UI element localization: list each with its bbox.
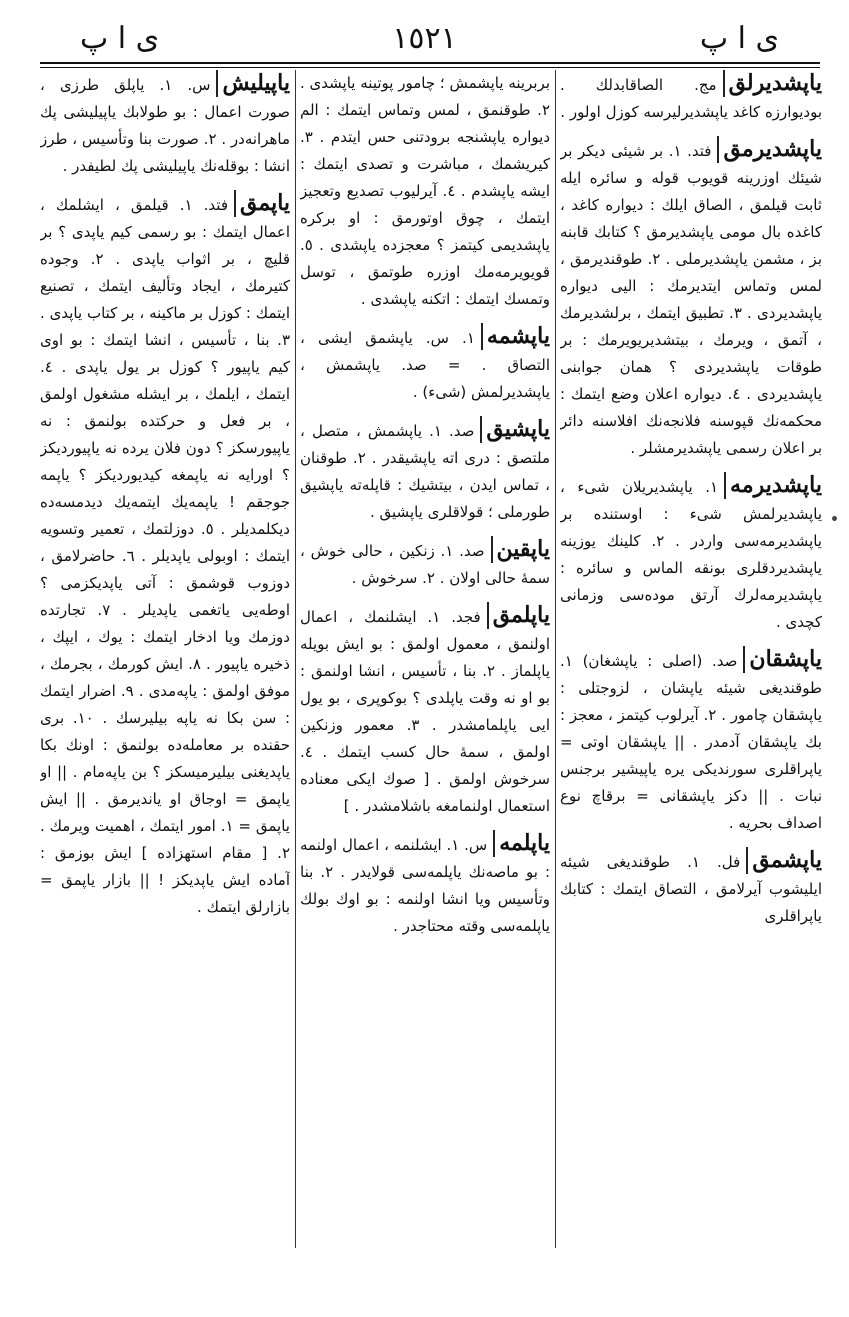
entry-definition: ١. یاپشدیریلان شیء ، یاپشدیرلمش شیء : اوستنده بر یاپشدیرمه‌سی واردر . ٢. کلینك یوزینه یاپشدیردقلری بونقه الماس و سائره : یاپشدیرمه‌لرك آرتق موده‌سی وزمانی کچدی . xyxy=(560,478,822,631)
entry-headword: یاپشقان xyxy=(743,646,822,673)
margin-mark xyxy=(832,516,837,521)
entry-definition: مج. الصاقابدلك . بودیوارزه کاغد یاپشدیرلیرسه کوزل اولور . xyxy=(560,76,822,121)
dictionary-entry xyxy=(560,136,822,462)
entry-definition: صد. ١. زنکین ، حالی خوش ، سمهٔ حالی اولان . ٢. سرخوش . xyxy=(300,542,550,587)
dictionary-entry xyxy=(560,472,822,636)
dictionary-entry xyxy=(560,70,822,126)
column-left xyxy=(40,70,290,1248)
dictionary-entry xyxy=(300,416,550,526)
page-number: ١٥٢١ xyxy=(392,21,457,56)
entry-headword: یاپشدیرمق xyxy=(717,136,822,163)
entry-definition: س. ١. ایشلنمه ، اعمال اولنمه : بو ماصه‌نك یاپلمه‌سی قولایدر . ٢. بنا وتأسیس ویا انشا اولنمه : بو اوك بولك یاپلمه‌سی وقته محتاجدر . xyxy=(300,836,550,935)
entry-headword: یاپشدیرمه xyxy=(724,472,822,499)
entry-definition: فجد. ١. ایشلنمك ، اعمال اولنمق ، معمول اولمق : بو ایش بویله یاپلماز . ٢. بنا ، تأسیس ، انشا اولنمق : بو او نه وقت یاپلدی ؟ بوکوپری ، بو یول ایی یاپلمامشدر . ٣. معمور وزنکین اولمق ، سمهٔ حال کسب ایتمك . ٤. سرخوش اولمق . [ صوك ایکی معناده استعمال اولنمامغه باشلامشدر . ] xyxy=(300,608,550,815)
dictionary-entry xyxy=(300,602,550,820)
entry-headword: یاپشیق xyxy=(480,416,550,443)
entry-definition: فتد. ١. قیلمق ، ایشلمك ، اعمال ایتمك : بو رسمی کیم یاپدی ؟ بر قلیچ ، بر اثواب یاپدی . ٢. وجوده کتیرمك ، ایجاد وتألیف ایتمك ، تصنیع ایتمك : کوزل بر ماکینه ، بر کتاب یاپدی . ٣. بنا ، تأسیس ، انشا ایتمك : بو اوی کیم یاپیور ؟ کوزل بر یول یاپدی . ٤. ایتمك ، ایلمك ، بر ایشله مشغول اولمق ، بر فعل و حرکتده بولنمق : نه یاپیورسکز ؟ دون فلان یرده نه یاپیوردیکز ؟ اورایه نه یاپمغه کیدیوردیکز ؟ یاپمه جوجقم ! یاپمه‌یك ایتمه‌یك دیدمسه‌ده دیکلمدیلر . ٥. دوزلتمك ، تعمیر وتسویه ایتمك : اوبولی یاپدیلر . ٦. حاضرلامق ، دوزوب قوشمق : آتی یاپدیکزمی ؟ اوطه‌یی یاتغمی یاپدیلر . ٧. تجارتده دوزمك ویا ادخار ایتمك : یوك ، ایپك ، ذخیره یاپیور . ٨. ایش کورمك ، بجرمك ، موفق اولمق : یاپه‌مدی . ٩. اضرار ایتمك : سن بکا نه یاپه بیلیرسك . ١٠. بری حقنده بر معامله‌ده بولنمق : اونك بکا یاپدیغنی بیلیرمیسکز ؟ بن یاپه‌مام . || او یاپمق = اوجاق او یاندیرمق . || ایش یاپمق = ١. امور ایتمك ، اهمیت ویرمك . ٢. [ مقام استهزاده ] ایش بوزمق : آماده ایش یاپدیکز ! || بازار یاپمق = بازارلق ایتمك . xyxy=(40,196,290,916)
entry-headword: یاپشدیرلق xyxy=(723,70,822,97)
entry-definition: صد. ١. یاپشمش ، متصل ، ملتصق : دری اته یاپشیقدر . ٢. طوقنان ، تماس ایدن ، بیتشیك : قاپله‌ته یاپشیق طورملی ؛ قولاقلری یاپشیق . xyxy=(300,422,550,521)
column-divider xyxy=(555,70,556,1248)
entry-headword: یاپیلیش xyxy=(216,70,290,97)
column-right xyxy=(560,70,822,1248)
entry-definition: صد. (اصلی : یاپشغان) ١. طوقندیغی شیئه یاپشان ، لزوجتلی : یاپشقان چامور . ٢. آیرلوب کیتمز ، معجز : بك یاپشقان آدمدر . || یاپشقان اوتی = یاپراقلری سورندیکی یره یاپیشیر برجنس نبات . || دکز یاپشقانی = برقاچ نوع اصداف بحریه . xyxy=(560,652,822,832)
entry-headword: یاپشمه xyxy=(481,323,550,350)
dictionary-entry-continued xyxy=(300,70,550,313)
entry-definition: س. ١. یاپلق طرزی ، صورت اعمال : بو طولابك یاپیلیشی پك ماهرانه‌در . ٢. صورت بنا وتأسیس ، طرز انشا : بوقله‌نك یاپیلیشی پك لطیفدر . xyxy=(40,76,290,175)
header-rule xyxy=(40,62,820,64)
dictionary-entry xyxy=(300,830,550,940)
entry-definition: بربرینه یاپشمش ؛ چامور پوتینه یاپشدی . ٢. طوقنمق ، لمس وتماس ایتمك : الم دیواره یاپشنجه برودتنی حس ایتدم . ٣. کیریشمك ، مباشرت و تصدی ایتمك : ایشه یاپشدم . ٤. آیرلیوب تصدیع وتعجیز ایتمك ، چوق اوتورمق : او برکره یاپشدیمی کیتمز ؟ معجزده یاپشدی . ٥. قویویرمه‌مك اوزره طوتمق ، توسل وتمسك ایتمك : اتکنه یاپشدی . xyxy=(300,74,550,308)
dictionary-entry xyxy=(300,536,550,592)
column-divider xyxy=(295,70,296,1248)
running-head-right: ى ا پ xyxy=(699,21,779,56)
entry-headword: یاپلمه xyxy=(493,830,550,857)
entry-headword: یاپقین xyxy=(491,536,550,563)
dictionary-entry xyxy=(40,70,290,180)
running-head-left: ى ا پ xyxy=(80,21,160,56)
entry-definition: ١. س. یاپشمق ایشی ، التصاق . = صد. یاپشمش ، یاپشدیرلمش (شیء) . xyxy=(300,329,550,401)
dictionary-entry xyxy=(560,646,822,837)
entry-headword: یاپمق xyxy=(234,190,290,217)
header-rule-thin xyxy=(40,67,820,68)
entry-definition: فتد. ١. بر شیئی دیکر بر شیئك اوزرینه قویوب قوله و سائره ایله ثابت قیلمق ، الصاق ایلك : دیواره کاغد ، کاغده بال مومی یاپشدیرمق ؟ کتابك قابنه بز ، مشمن یاپشدیرملی . ٢. طوقندیرمق ، لمس وتماس ایتدیرمك : الیی دیواره یاپشدیردی . ٣. تطبیق ایتمك ، برلشدیرمك ، آتمق ، ویرمك ، بیتشدیریویرمك : بر طوقات یاپشدیردی ؟ همان جوابنی یاپشدیردی . ٤. دیواره اعلان وضع ایتمك : محکمه‌نك قپوسنه فلانجه‌نك افلاسنه دائر بر اعلان رسمی یاپشدیرمشلر . xyxy=(560,142,822,457)
entry-headword: یاپلمق xyxy=(487,602,550,629)
column-middle xyxy=(300,70,550,1248)
dictionary-entry xyxy=(300,323,550,406)
entry-definition: فل. ١. طوقندیغی شیئه ایلیشوب آیرلامق ، التصاق ایتمك : کتابك یاپراقلری xyxy=(560,853,822,925)
dictionary-entry xyxy=(40,190,290,921)
entry-headword: یاپشمق xyxy=(746,847,822,874)
dictionary-entry xyxy=(560,847,822,930)
